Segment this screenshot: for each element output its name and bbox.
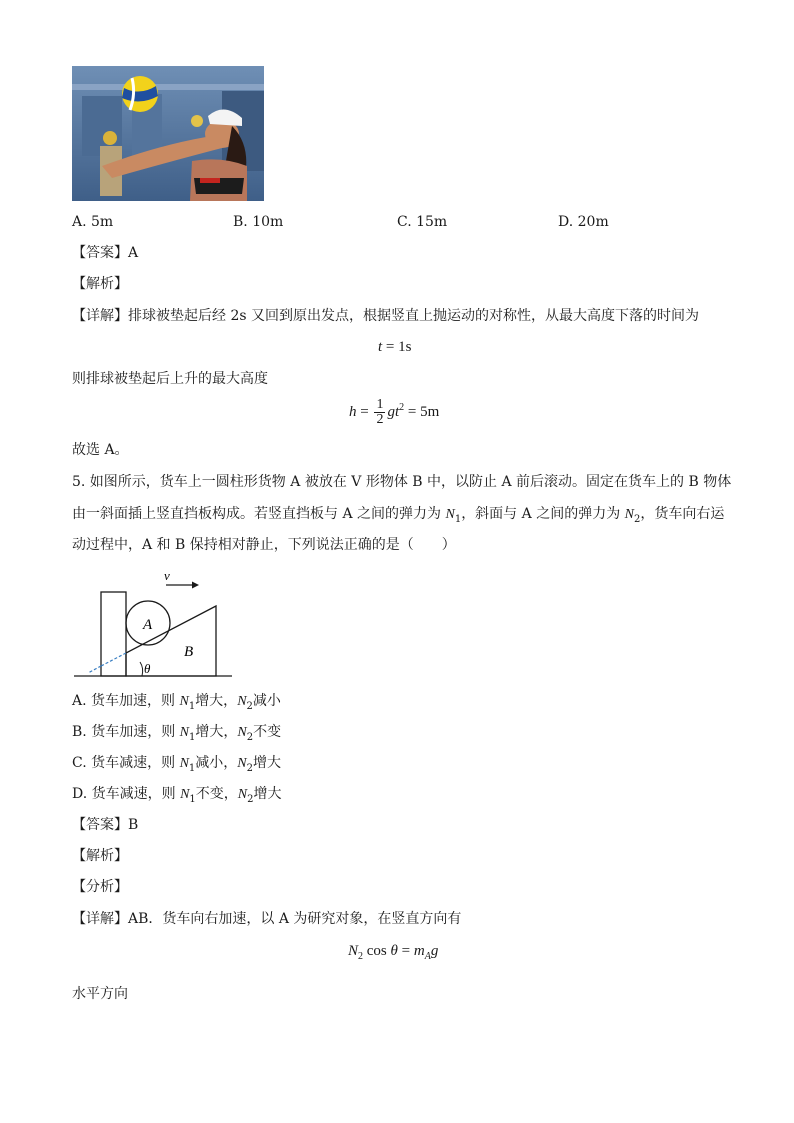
q5-option-c: C. 货车减速，则 $N_1$减小，$N_2$增大 bbox=[72, 755, 282, 774]
q5-analysis: 【解析】 bbox=[72, 848, 128, 864]
q5-detail: 【详解】AB．货车向右加速，以 A 为研究对象，在竖直方向有 bbox=[72, 911, 462, 927]
label-a: A bbox=[143, 617, 153, 633]
label-b: B bbox=[184, 644, 194, 660]
q4-text2: 则排球被垫起后上升的最大高度 bbox=[72, 371, 268, 387]
q5-stem-line2: 由一斜面插上竖直挡板构成。若竖直挡板与 A 之间的弹力为 $N_1$，斜面与 A 之间的弹力为 $N_2$，货车向右运 bbox=[72, 506, 725, 525]
volleyball-photo bbox=[72, 66, 264, 201]
truck-diagram bbox=[72, 566, 242, 682]
q4-answer: 【答案】A bbox=[72, 245, 139, 261]
q5-answer: 【答案】B bbox=[72, 817, 139, 833]
label-theta: θ bbox=[144, 661, 151, 676]
q4-detail: 【详解】排球被垫起后经 2s 又回到原出发点，根据竖直上抛运动的对称性，从最大高度下落的时间为 bbox=[72, 308, 699, 324]
q5-option-a: A. 货车加速，则 $N_1$增大，$N_2$减小 bbox=[72, 693, 281, 712]
q4-option-a: A. 5m bbox=[72, 214, 114, 230]
q5-fenxi: 【分析】 bbox=[72, 879, 128, 895]
q4-analysis: 【解析】 bbox=[72, 276, 128, 292]
q5-option-d: D. 货车减速，则 $N_1$不变，$N_2$增大 bbox=[72, 786, 282, 805]
dashed-extension bbox=[101, 653, 126, 666]
q4-conclusion: 故选 A。 bbox=[72, 442, 129, 458]
q5-option-b: B. 货车加速，则 $N_1$增大，$N_2$不变 bbox=[72, 724, 282, 743]
formula-h: h = $\frac{1}{2}$ $gt^2 = 5m$ bbox=[349, 397, 440, 427]
q5-text-horizontal: 水平方向 bbox=[72, 986, 128, 1002]
q4-option-b: B. 10m bbox=[233, 214, 284, 230]
label-v: v bbox=[164, 568, 170, 583]
incline-block bbox=[126, 606, 216, 676]
formula-n2: $N_2$ $\cos \theta = m_Ag$ bbox=[348, 943, 439, 962]
vertical-plate bbox=[101, 592, 126, 676]
q4-option-d: D. 20m bbox=[558, 214, 609, 230]
formula-t: t = 1s bbox=[378, 339, 412, 355]
q5-stem-line1: 5. 如图所示，货车上一圆柱形货物 A 被放在 V 形物体 B 中，以防止 A 前后滚动。固定在货车上的 B 物体 bbox=[72, 474, 732, 490]
q4-option-c: C. 15m bbox=[397, 214, 448, 230]
q5-stem-line3: 动过程中，A 和 B 保持相对静止，下列说法正确的是（ ） bbox=[72, 537, 456, 553]
